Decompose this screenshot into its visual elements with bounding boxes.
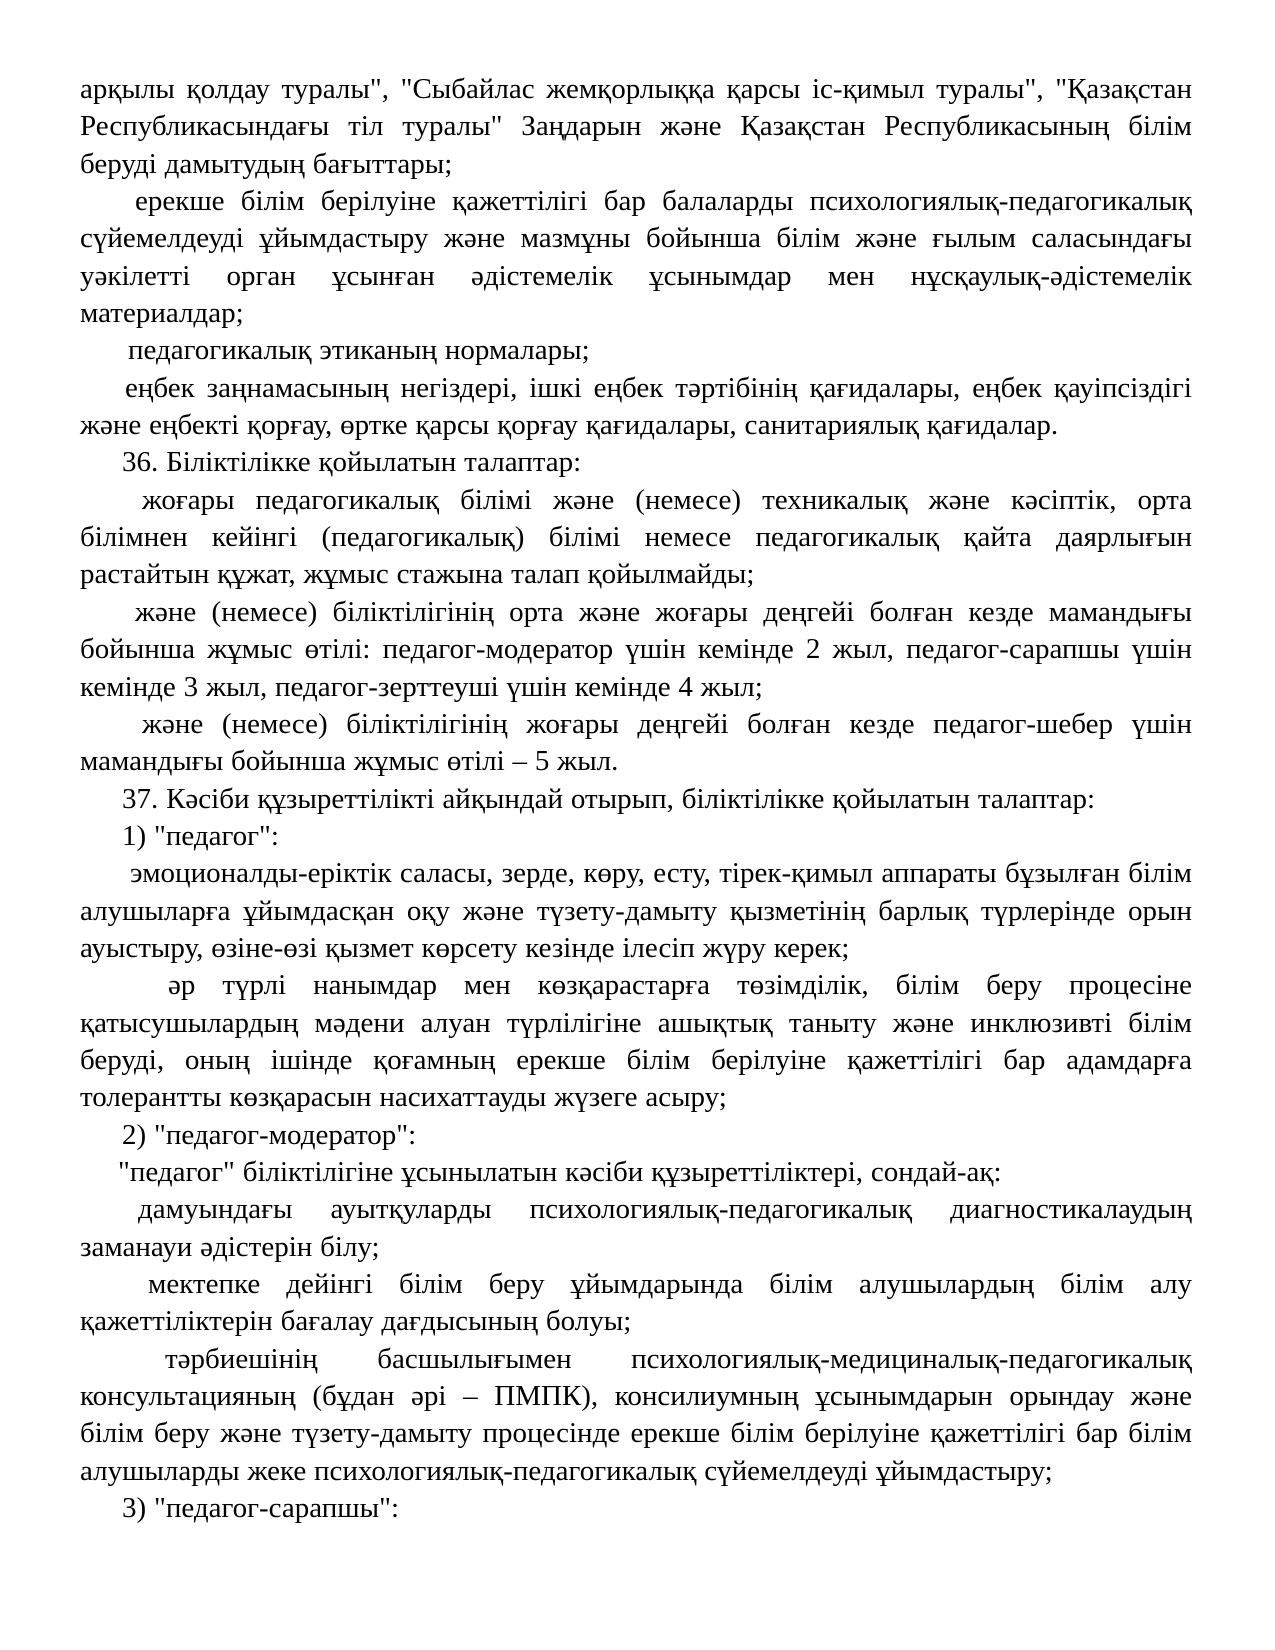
paragraph-2: ерекше білім берілуіне қажеттілігі бар балаларды психологиялық-педагогикалық сүйемелдеуді ұйымдастыру және мазмұны бойынша білім және ғылым саласындағы уәкілетті орган ұсынған әдістемелік ұсынымдар мен нұсқаулық-әдістемелік материалдар; [80, 185, 1192, 330]
clause-37-heading: 37. Кәсіби құзыреттілікті айқындай отырып, біліктілікке қойылатын талаптар: [122, 782, 1095, 815]
list-item-2-pedagog-moderator: 2) "педагог-модератор": [122, 1118, 417, 1151]
paragraph-1: арқылы қолдау туралы", "Сыбайлас жемқорлыққа қарсы іс-қимыл туралы", "Қазақстан Республикасындағы тіл туралы" Заңдарын және Қазақстан Республикасының білім беруді дамытудың бағыттары; [80, 73, 1192, 180]
paragraph-16: мектепке дейінгі білім беру ұйымдарында білім алушылардың білім алу қажеттіліктерін бағалау дағдысының болуы; [80, 1268, 1192, 1338]
paragraph-4: еңбек заңнамасының негіздері, ішкі еңбек тәртібінің қағидалары, еңбек қауіпсіздігі және еңбекті қорғау, өртке қарсы қорғау қағидалары, санитариялық қағидалар. [80, 371, 1192, 442]
paragraph-15: дамуындағы ауытқуларды психологиялық-педагогикалық диагностикалаудың заманауи әдістерін білу; [80, 1193, 1192, 1263]
paragraph-14: "педагог" біліктілігіне ұсынылатын кәсіби құзыреттіліктері, сондай-ақ: [118, 1155, 1002, 1188]
paragraph-8: және (немесе) біліктілігінің жоғары деңгейі болған кезде педагог-шебер үшін мамандығы бойынша жұмыс өтілі – 5 жыл. [80, 707, 1192, 778]
paragraph-7: және (немесе) біліктілігінің орта және жоғары деңгейі болған кезде мамандығы бойынша жұмыс өтілі: педагог-модератор үшін кемінде 2 жыл, педагог-сарапшы үшін кемінде 3 жыл, педагог-зерттеуші үшін кемінде 4 жыл; [80, 595, 1192, 703]
paragraph-3: педагогикалық этиканың нормалары; [128, 334, 590, 367]
list-item-1-pedagog: 1) "педагог": [122, 819, 279, 852]
paragraph-6: жоғары педагогикалық білімі және (немесе) техникалық және кәсіптік, орта білімнен кейінгі (педагогикалық) білімі немесе педагогикалық қайта даярлығын растайтын құжат, жұмыс стажына талап қойылмайды; [80, 483, 1192, 591]
clause-36-heading: 36. Біліктілікке қойылатын талаптар: [122, 446, 582, 479]
paragraph-11: эмоционалды-еріктік саласы, зерде, көру, есту, тірек-қимыл аппараты бұзылған білім алушыларға ұйымдасқан оқу және түзету-дамыту қызметінің барлық түрлерінде орын ауыстыру, өзіне-өзі қызмет көрсету кезінде ілесіп жүру керек; [80, 857, 1192, 964]
paragraph-12: әр түрлі нанымдар мен көзқарастарға төзімділік, білім беру процесіне қатысушылардың мәдени алуан түрлілігіне ашықтық таныту және инклюзивті білім беруді, оның ішінде қоғамның ерекше білім берілуіне қажеттілігі бар адамдарға толерантты көзқарасын насихаттауды жүзеге асыру; [80, 969, 1192, 1114]
list-item-3-pedagog-sarapshy: 3) "педагог-сарапшы": [122, 1492, 400, 1525]
paragraph-17: тәрбиешінің басшылығымен психологиялық-медициналық-педагогикалық консультацияның (бұдан әрі – ПМПК), консилиумның ұсынымдарын орындау және білім беру және түзету-дамыту процесінде ерекше білім берілуіне қажеттілігі бар білім алушыларды жеке психологиялық-педагогикалық сүйемелдеуді ұйымдастыру; [80, 1342, 1192, 1487]
